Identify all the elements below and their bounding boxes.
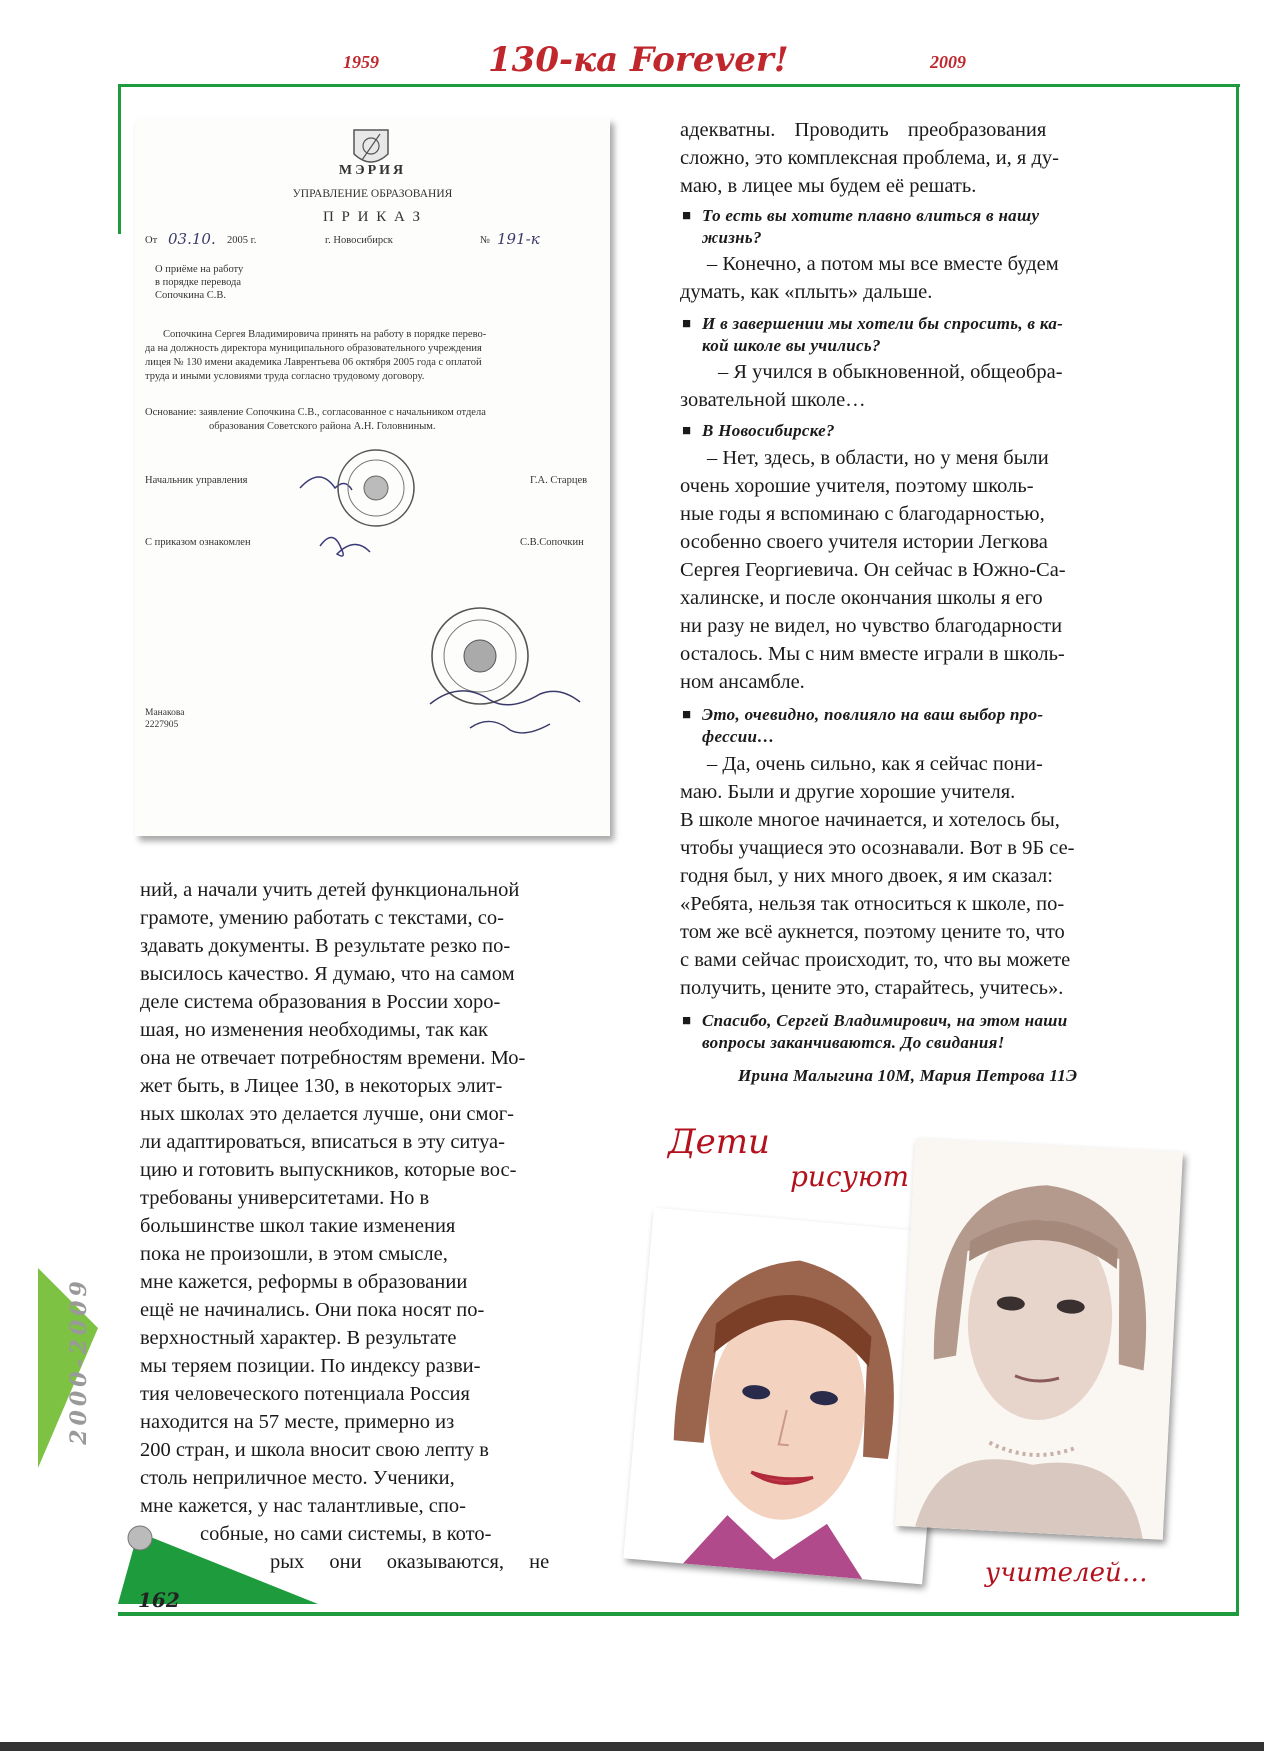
question-line: кой школе вы учились? (702, 336, 881, 355)
order-city: г. Новосибирск (325, 235, 393, 246)
order-executor: Манакова (145, 708, 185, 718)
text-line: деле система образования в России хоро- (140, 991, 501, 1013)
text-line: – Я учился в обыкновенной, общеобра- (718, 361, 1063, 383)
teacher-portrait-2 (895, 1138, 1183, 1539)
text-line: ных школах это делается лучше, они смог- (140, 1103, 514, 1125)
text-line: тия человеческого потенциала Россия (140, 1383, 470, 1405)
text-line: маю, в лицее мы будем её решать. (680, 175, 977, 197)
text-line: маю. Были и другие хорошие учителя. (680, 781, 1016, 803)
right-rule (1236, 84, 1239, 1614)
text-line: требованы университетами. Но в (140, 1187, 430, 1209)
text-line: зовательной школе… (680, 389, 866, 411)
question-line: И в завершении мы хотели бы спросить, в ка- (702, 314, 1064, 333)
copy-certified-stamp (420, 596, 590, 746)
order-subject-2: в порядке перевода (155, 277, 242, 288)
question-5 (680, 1010, 1207, 1054)
page-number: 162 (138, 1588, 180, 1612)
text-line: – Конечно, а потом мы все вместе будем (707, 253, 1059, 275)
text-line: адекватны. Проводить преобразования (680, 119, 1047, 141)
text-line: ные годы я вспоминаю с благодарностью, (680, 503, 1045, 525)
text-line: верхностный характер. В результате (140, 1327, 457, 1349)
signature-mark (315, 526, 375, 562)
question-line: В Новосибирске? (702, 421, 835, 440)
question-line: Это, очевидно, повлияло на ваш выбор про- (702, 705, 1044, 724)
bullet-icon: ■ (682, 316, 692, 332)
text-line: В школе многое начинается, и хотелось бы, (680, 809, 1060, 831)
text-line: 200 стран, и школа вносит свою лепту в (140, 1439, 489, 1461)
text-line: очень хорошие учителя, поэтому школь- (680, 475, 1034, 497)
official-seal-stamp (290, 448, 420, 528)
question-2 (680, 313, 1207, 357)
text-line: получить, цените это, старайтесь, учитесь». (680, 977, 1064, 999)
order-doc-type: П Р И К А З (322, 209, 423, 225)
order-basis-2: образования Советского района А.Н. Головниным. (209, 421, 436, 432)
article-authors: Ирина Малыгина 10М, Мария Петрова 11Э (738, 1066, 1078, 1085)
bullet-icon: ■ (682, 707, 692, 723)
text-line: столь неприличное место. Ученики, (140, 1467, 455, 1489)
question-line: фессии… (702, 727, 775, 746)
header-year-end: 2009 (930, 52, 966, 72)
text-line: – Нет, здесь, в области, но у меня были (707, 447, 1049, 469)
text-line: мы теряем позиции. По индексу разви- (140, 1355, 481, 1377)
text-line: думать, как «плыть» дальше. (680, 281, 933, 303)
question-line: вопросы заканчиваются. До свидания! (702, 1033, 1005, 1052)
order-date-year: 2005 г. (227, 235, 257, 246)
order-basis-1: Основание: заявление Сопочкина С.В., согласованное с начальником отдела (145, 407, 486, 418)
text-line: рых они оказываются, не (270, 1551, 550, 1573)
bullet-icon: ■ (682, 208, 692, 224)
order-document-scan (135, 118, 610, 836)
drawing-teacher-2 (895, 1138, 1183, 1539)
text-line: осталось. Мы с ним вместе играли в школь- (680, 643, 1065, 665)
order-number-hand: 191-к (497, 230, 540, 248)
order-body-1: Сопочкина Сергея Владимировича принять на работу в порядке перево- (163, 329, 487, 340)
order-org: МЭРИЯ (338, 163, 407, 178)
text-line: ли адаптироваться, вписаться в эту ситуа- (140, 1131, 505, 1153)
scan-edge (0, 1742, 1264, 1751)
text-line: высилось качество. Я думаю, что на самом (140, 963, 515, 985)
text-line: халинске, и после окончания школы я его (680, 587, 1043, 609)
text-line: мне кажется, у нас талантливые, спо- (140, 1495, 466, 1517)
question-1 (680, 205, 1207, 249)
header-rule (118, 84, 1240, 87)
footer-rule (118, 1612, 1239, 1616)
order-subject-3: Сопочкина С.В. (155, 290, 227, 301)
question-4 (680, 704, 1207, 748)
header-year-start: 1959 (343, 52, 379, 72)
order-body-3: лицея № 130 имени академика Лаврентьева 06 октября 2005 года с оплатой (145, 357, 482, 368)
question-line: То есть вы хотите плавно влиться в нашу (702, 206, 1040, 225)
order-head-name: Г.А. Старцев (530, 475, 588, 486)
order-date-hand: 03.10. (168, 230, 216, 248)
order-date-prefix: От (145, 235, 158, 246)
text-line: годня был, у них много двоек, я им сказал: (680, 865, 1053, 887)
text-line: находится на 57 месте, примерно из (140, 1411, 455, 1433)
order-dept: УПРАВЛЕНИЕ ОБРАЗОВАНИЯ (292, 188, 453, 200)
text-line: ном ансамбле. (680, 671, 805, 693)
text-line: большинстве школ такие изменения (140, 1215, 456, 1237)
text-line: – Да, очень сильно, как я сейчас пони- (707, 753, 1043, 775)
text-line: шая, но изменения необходимы, так как (140, 1019, 488, 1041)
order-body-2: да на должность директора муниципального образовательного учреждения (145, 343, 482, 354)
left-rule (118, 84, 121, 234)
text-line: с вами сейчас происходит, то, что вы можете (680, 949, 1071, 971)
text-line: она не отвечает потребностям времени. Мо- (140, 1047, 526, 1069)
text-line: сложно, это комплексная проблема, и, я ду- (680, 147, 1059, 169)
text-line: Сергея Георгиевича. Он сейчас в Южно-Са- (680, 559, 1066, 581)
caption-teachers: учителей… (985, 1558, 1148, 1588)
bullet-icon: ■ (682, 423, 692, 439)
question-line: жизнь? (702, 228, 762, 247)
text-line: жет быть, в Лицее 130, в некоторых элит- (140, 1075, 503, 1097)
order-head-label: Начальник управления (145, 475, 248, 486)
bullet-icon: ■ (682, 1013, 692, 1029)
order-executor-phone: 2227905 (145, 720, 179, 730)
order-ack-name: С.В.Сопочкин (520, 537, 584, 548)
header-title: 130-ка Forever! (488, 40, 789, 80)
caption-draw: рисуют (790, 1160, 910, 1193)
decade-label: 2000-2009 (66, 1277, 92, 1445)
text-line: грамоте, умению работать с текстами, со- (140, 907, 504, 929)
text-line: «Ребята, нельзя так относиться к школе, по- (680, 893, 1065, 915)
text-line: чтобы учащиеся это осознавали. Вот в 9Б се- (680, 837, 1075, 859)
order-body-4: труда и иными условиями труда согласно трудовому договору. (145, 371, 425, 382)
question-line: Спасибо, Сергей Владимирович, на этом наши (702, 1011, 1068, 1030)
caption-children: Дети (668, 1122, 770, 1162)
text-line: ни разу не видел, но чувство благодарности (680, 615, 1063, 637)
decade-label-box (62, 1278, 96, 1448)
text-line: мне кажется, реформы в образовании (140, 1271, 468, 1293)
text-line: цию и готовить выпускников, которые вос- (140, 1159, 517, 1181)
order-number-prefix: № (480, 235, 491, 246)
text-line: здавать документы. В результате резко по- (140, 935, 511, 957)
text-line: ещё не начинались. Они пока носят по- (140, 1299, 485, 1321)
order-ack-label: С приказом ознакомлен (145, 537, 251, 548)
text-line: пока не произошли, в этом смысле, (140, 1243, 448, 1265)
text-line: собные, но сами системы, в кото- (200, 1523, 492, 1545)
question-3 (680, 420, 1207, 442)
text-line: особенно своего учителя истории Легкова (680, 531, 1048, 553)
text-line: том же всё аукнется, поэтому цените то, что (680, 921, 1065, 943)
order-subject-1: О приёме на работу (155, 264, 244, 275)
text-line: ний, а начали учить детей функциональной (140, 879, 520, 901)
